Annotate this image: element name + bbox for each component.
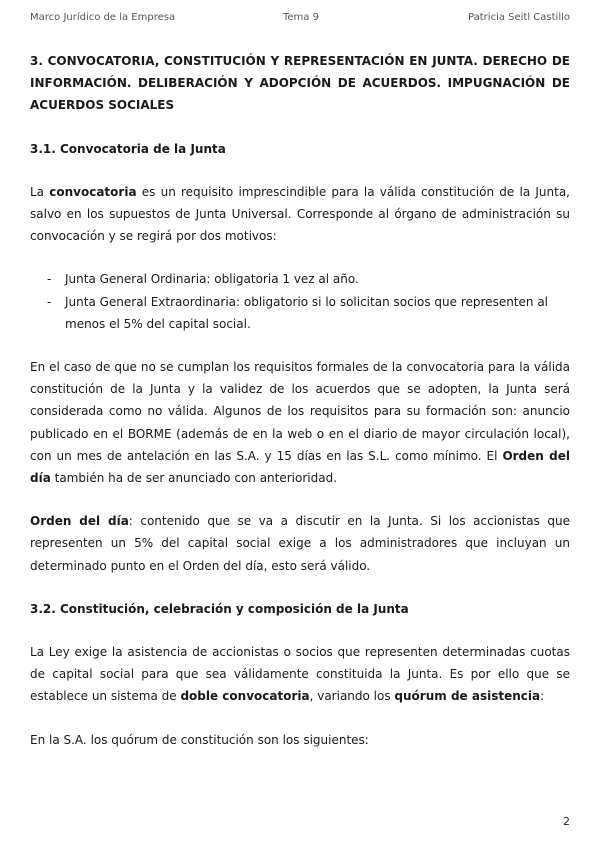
bold-term: Orden del día <box>30 514 129 529</box>
paragraph-quorum: En la S.A. los quórum de constitución son los siguientes: <box>30 732 369 747</box>
text-run: es un requisito imprescindible para la válida constitución de la Junta, salvo en los supuestos de Junta Universal. Corresponde al órgano de administración su convocación y se regirá por dos motivos: <box>30 184 570 244</box>
list-dash: - <box>47 272 52 287</box>
bold-term: convocatoria <box>49 184 137 199</box>
subsection-title-3-2: 3.2. Constitución, celebración y composición de la Junta <box>30 601 409 616</box>
junta-types-list <box>30 268 570 335</box>
header-center: Tema 9 <box>283 12 319 23</box>
text-run: : contenido que se va a discutir en la Junta. Si los accionistas que representen un 5% del capital social exige a los administradores que incluyan un determinado punto en el Orden del día, esto será válido. <box>30 514 570 573</box>
list-item <box>30 268 570 290</box>
bold-term: quórum de asistencia <box>394 689 541 704</box>
text-run: , variando los <box>309 689 395 704</box>
text-run: también ha de ser anunciado con anterioridad. <box>50 471 338 486</box>
bold-term: doble convocatoria <box>180 689 310 704</box>
text-run: : <box>540 689 545 704</box>
text-run: La Ley exige la asistencia de accionistas o socios que representen determinadas cuotas de capital social para que sea válidamente constituida la Junta. Es por ello que se establece un sistema de <box>30 645 570 704</box>
page-number: 2 <box>563 815 570 828</box>
section-title: 3. CONVOCATORIA, CONSTITUCIÓN Y REPRESENTACIÓN EN JUNTA. DERECHO DE INFORMACIÓN. DELIBERACIÓN Y ADOPCIÓN DE ACUERDOS. IMPUGNACIÓN DE ACUERDOS SOCIALES <box>30 54 570 113</box>
paragraph-orden-del-dia <box>30 510 570 577</box>
paragraph-doble-convocatoria <box>30 641 570 708</box>
subsection-title-3-1: 3.1. Convocatoria de la Junta <box>30 141 226 156</box>
paragraph-convocatoria <box>30 181 570 248</box>
bold-term: Orden del día <box>30 448 570 486</box>
paragraph-requisitos <box>30 356 570 489</box>
text-run: En el caso de que no se cumplan los requisitos formales de la convocatoria para la válida constitución de la Junta y la validez de los acuerdos que se adopten, la Junta será considerada como no válida. Algunos de los requisitos para su formación son: anuncio publicado en el BORME (además de en la web o en el diario de mayor circulación local), con un mes de antelación en las S.A. y 15 días en las S.L. como mínimo. El <box>30 360 570 463</box>
list-item <box>30 291 570 335</box>
text-run: La <box>30 184 50 199</box>
page-content <box>30 48 570 751</box>
list-dash: - <box>47 294 52 309</box>
list-item-text: Junta General Extraordinaria: obligatorio si lo solicitan socios que representen al menos el 5% del capital social. <box>65 294 548 331</box>
list-item-text: Junta General Ordinaria: obligatoria 1 vez al año. <box>65 272 359 287</box>
header-right: Patricia Seitl Castillo <box>468 12 570 23</box>
page-header <box>30 12 570 28</box>
header-left: Marco Jurídico de la Empresa <box>30 12 176 23</box>
